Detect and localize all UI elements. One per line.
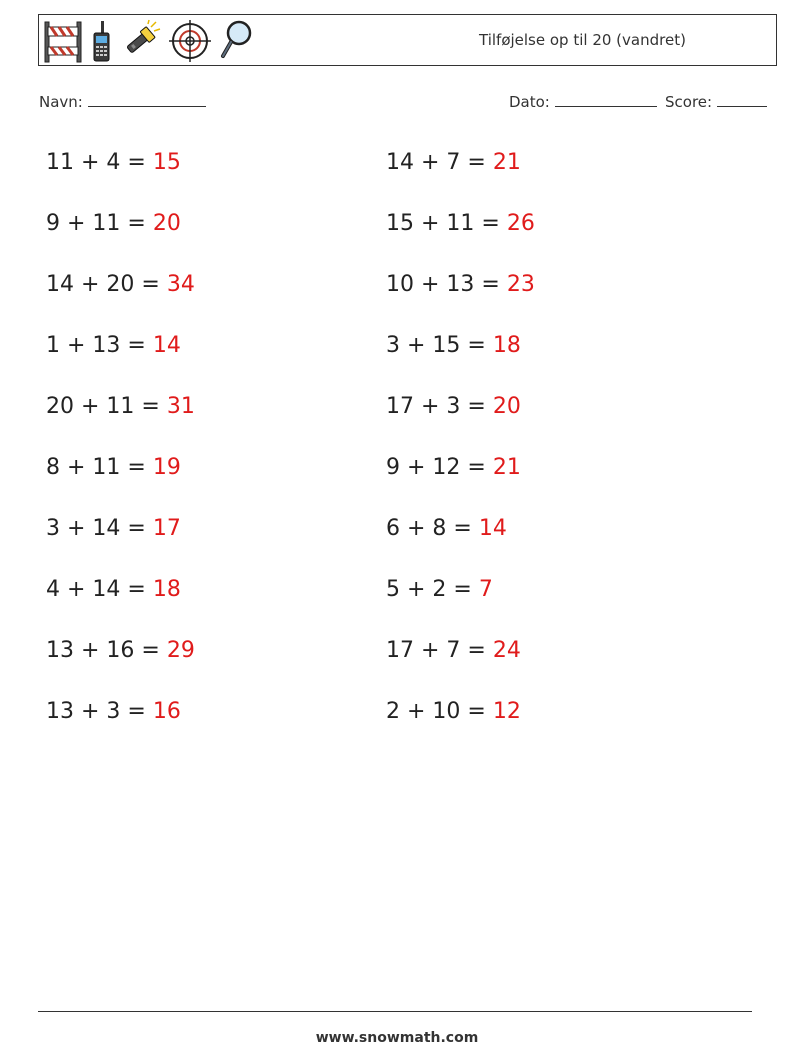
- problem-answer: 34: [166, 272, 195, 297]
- flashlight-icon: [118, 19, 162, 63]
- problem-left-6: [46, 454, 181, 482]
- worksheet-header: [38, 14, 777, 66]
- problem-right-5: [386, 393, 521, 421]
- problem-question: 9 + 12 =: [386, 455, 493, 480]
- problem-right-4: [386, 332, 521, 360]
- problem-question: 9 + 11 =: [46, 211, 153, 236]
- name-label: Navn:: [39, 93, 83, 111]
- score-field[interactable]: [665, 92, 767, 111]
- date-line: [555, 92, 657, 107]
- worksheet-title: Tilføjelse op til 20 (vandret): [479, 31, 686, 49]
- barrier-icon: [42, 19, 84, 63]
- magnifier-icon: [218, 19, 254, 63]
- problem-left-5: [46, 393, 195, 421]
- problem-left-2: [46, 210, 181, 238]
- problem-question: 13 + 3 =: [46, 699, 153, 724]
- problem-answer: 24: [492, 638, 521, 663]
- problem-left-10: [46, 698, 181, 726]
- problem-left-1: [46, 149, 181, 177]
- problem-answer: 19: [152, 455, 181, 480]
- problem-answer: 20: [152, 211, 181, 236]
- footer-divider: [38, 1011, 752, 1012]
- problem-question: 17 + 3 =: [386, 394, 493, 419]
- problem-answer: 26: [506, 211, 535, 236]
- problem-answer: 7: [478, 577, 493, 602]
- problem-answer: 21: [492, 150, 521, 175]
- problem-question: 3 + 15 =: [386, 333, 493, 358]
- problem-question: 8 + 11 =: [46, 455, 153, 480]
- problem-question: 2 + 10 =: [386, 699, 493, 724]
- problem-answer: 14: [478, 516, 507, 541]
- problem-answer: 29: [166, 638, 195, 663]
- problem-question: 13 + 16 =: [46, 638, 167, 663]
- problem-answer: 15: [152, 150, 181, 175]
- problem-answer: 18: [492, 333, 521, 358]
- problem-question: 1 + 13 =: [46, 333, 153, 358]
- problem-answer: 17: [152, 516, 181, 541]
- problem-question: 11 + 4 =: [46, 150, 153, 175]
- problem-right-1: [386, 149, 521, 177]
- icon-strip: [42, 19, 254, 63]
- problem-answer: 21: [492, 455, 521, 480]
- problem-question: 15 + 11 =: [386, 211, 507, 236]
- problem-answer: 14: [152, 333, 181, 358]
- problem-right-9: [386, 637, 521, 665]
- name-line: [88, 92, 206, 107]
- problem-question: 4 + 14 =: [46, 577, 153, 602]
- date-field[interactable]: [509, 92, 657, 111]
- date-label: Dato:: [509, 93, 550, 111]
- problem-right-8: [386, 576, 493, 604]
- problem-left-7: [46, 515, 181, 543]
- problem-answer: 18: [152, 577, 181, 602]
- problem-answer: 23: [506, 272, 535, 297]
- problem-left-9: [46, 637, 195, 665]
- problem-question: 20 + 11 =: [46, 394, 167, 419]
- problem-right-3: [386, 271, 535, 299]
- problem-question: 14 + 7 =: [386, 150, 493, 175]
- problem-question: 10 + 13 =: [386, 272, 507, 297]
- problem-right-6: [386, 454, 521, 482]
- problem-answer: 31: [166, 394, 195, 419]
- problem-left-3: [46, 271, 195, 299]
- problem-left-8: [46, 576, 181, 604]
- problem-question: 3 + 14 =: [46, 516, 153, 541]
- problem-right-7: [386, 515, 507, 543]
- score-line: [717, 92, 767, 107]
- problem-question: 14 + 20 =: [46, 272, 167, 297]
- problem-question: 17 + 7 =: [386, 638, 493, 663]
- problem-left-4: [46, 332, 181, 360]
- crosshair-icon: [168, 19, 212, 63]
- problem-right-10: [386, 698, 521, 726]
- walkie-talkie-icon: [90, 19, 112, 63]
- problem-right-2: [386, 210, 535, 238]
- footer-url[interactable]: www.snowmath.com: [315, 1030, 479, 1046]
- problem-question: 6 + 8 =: [386, 516, 479, 541]
- name-field[interactable]: [39, 92, 206, 111]
- problem-answer: 20: [492, 394, 521, 419]
- problem-answer: 12: [492, 699, 521, 724]
- score-label: Score:: [665, 93, 713, 111]
- problem-question: 5 + 2 =: [386, 577, 479, 602]
- problem-answer: 16: [152, 699, 181, 724]
